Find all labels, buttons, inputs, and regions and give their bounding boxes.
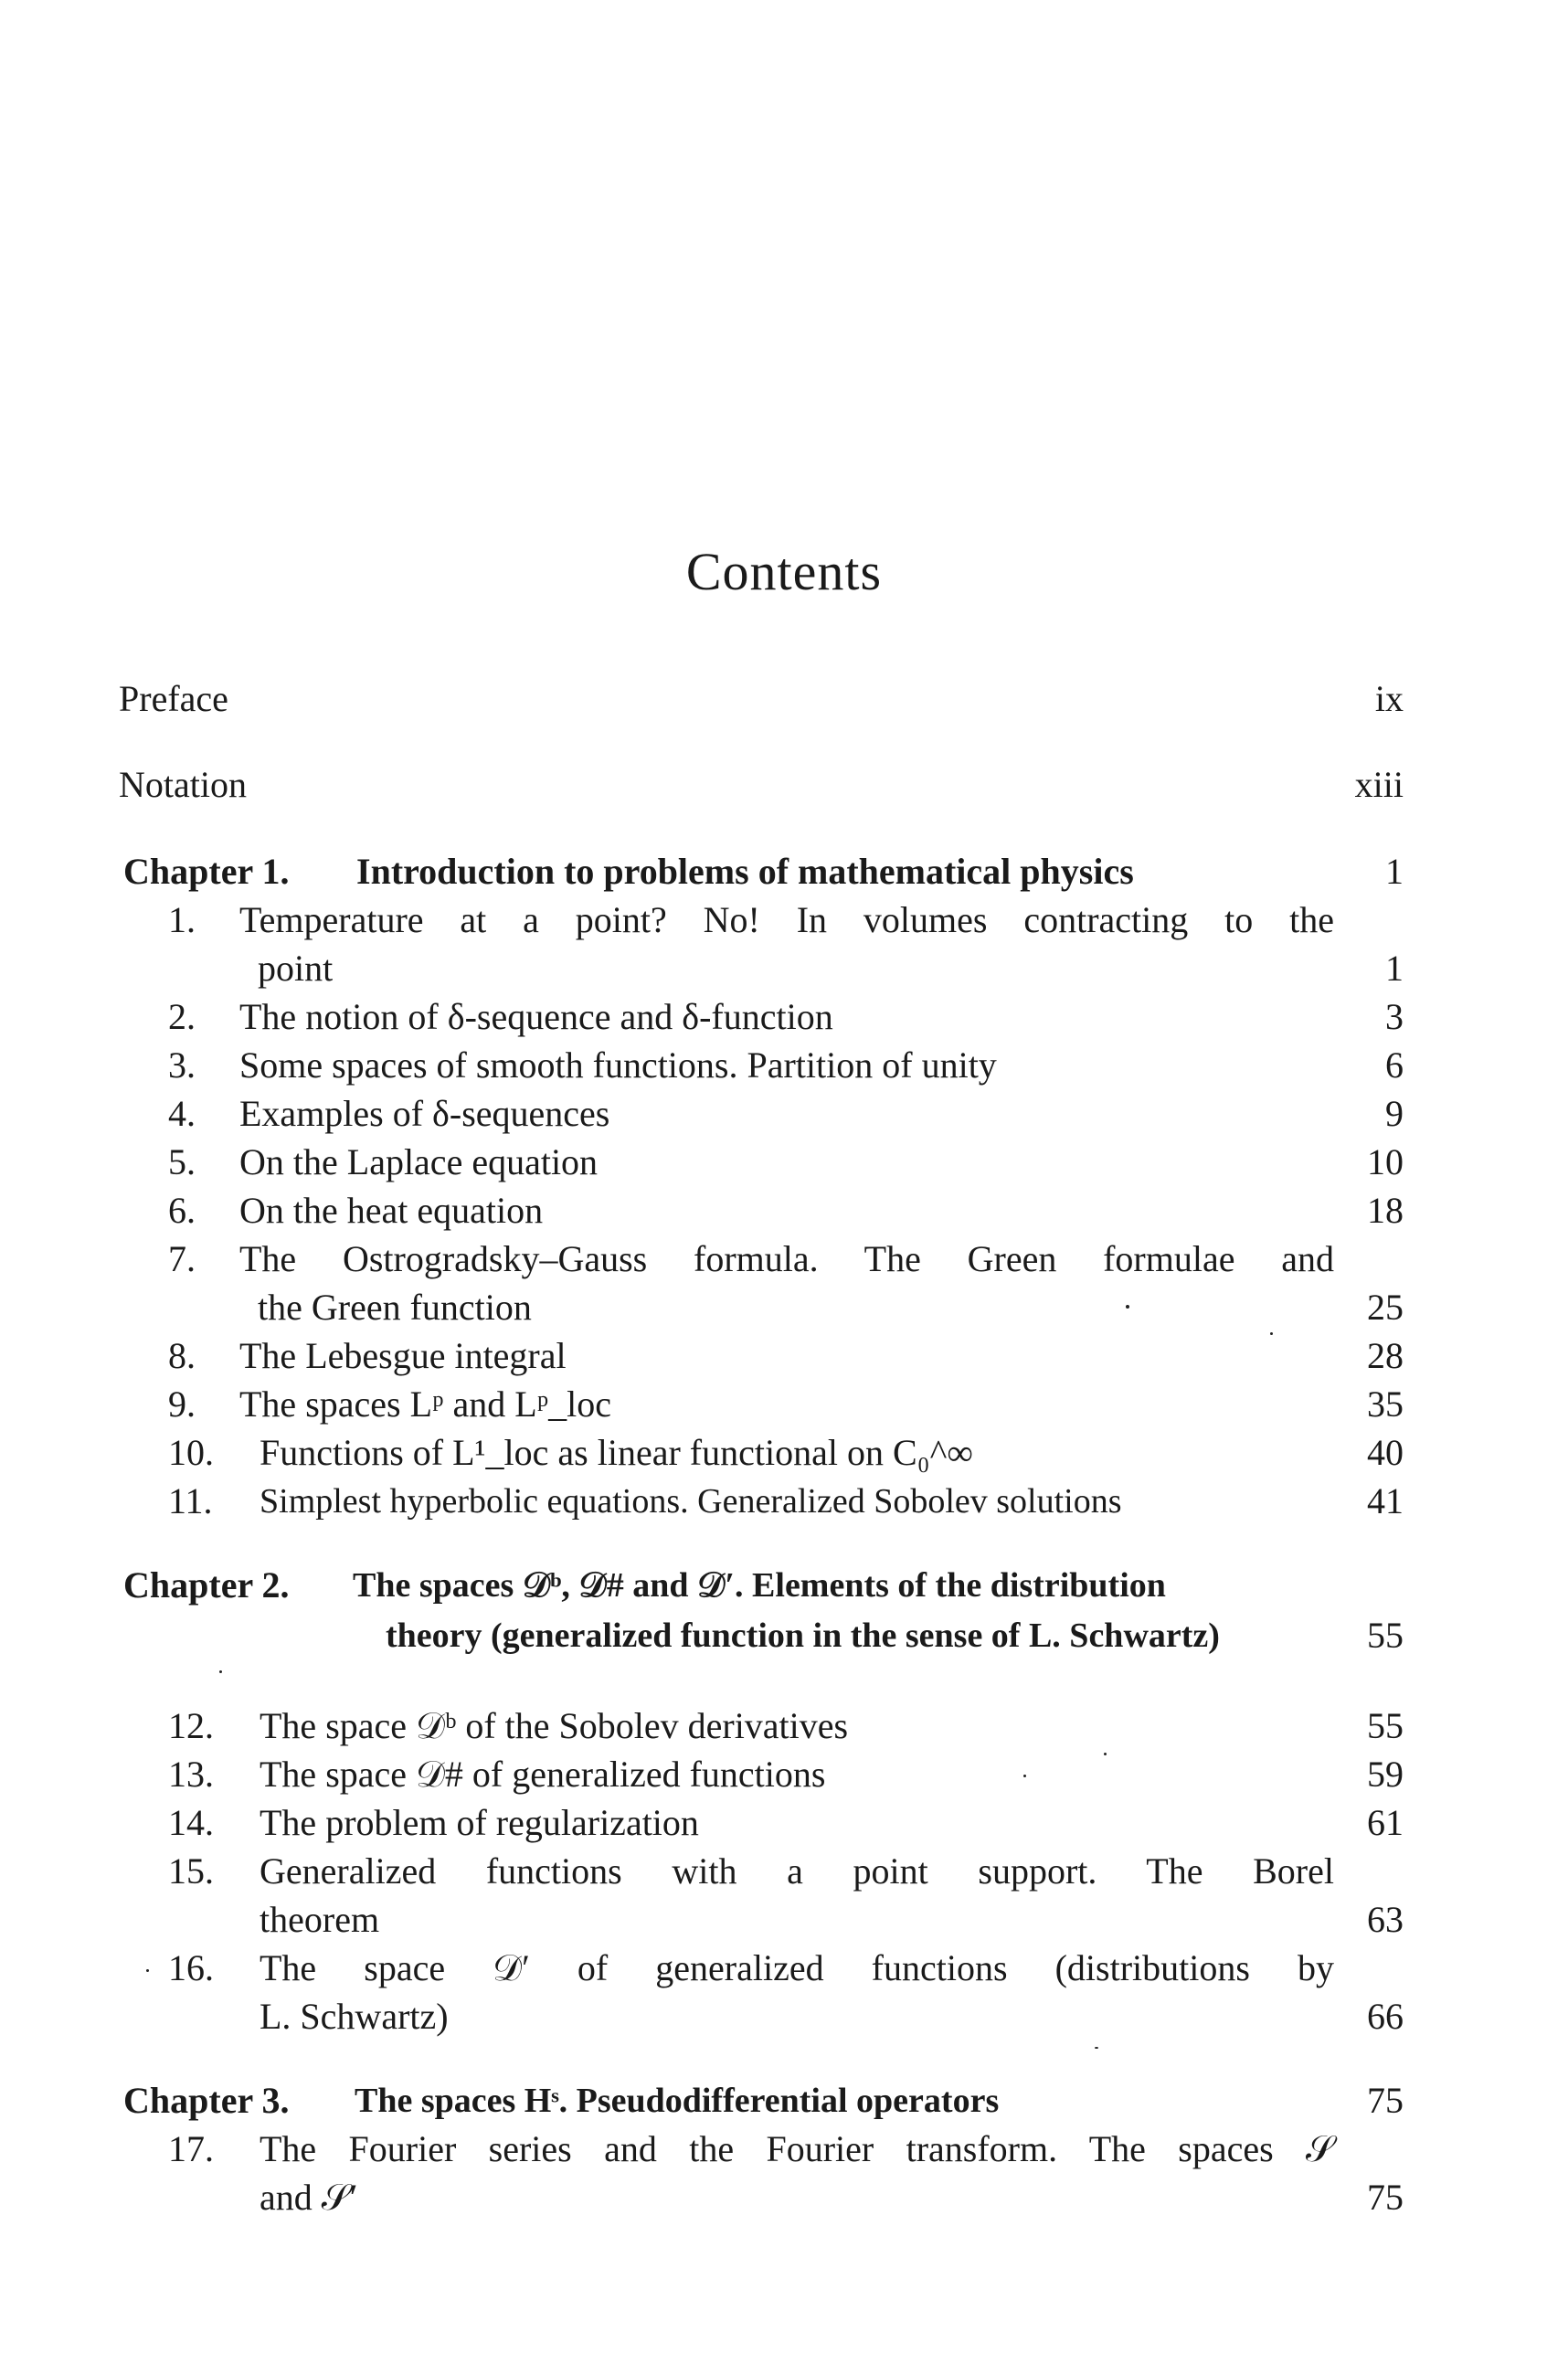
- section-number: 9.: [168, 1383, 196, 1425]
- section-page: 10: [1367, 1141, 1404, 1182]
- scan-speck: [1126, 1305, 1129, 1309]
- page-title: Contents: [685, 542, 883, 601]
- section-page: 18: [1367, 1190, 1404, 1231]
- section-number: 3.: [168, 1044, 196, 1086]
- scan-speck: [1104, 1753, 1107, 1755]
- chapter-page: 75: [1367, 2080, 1404, 2121]
- chapter-label: Chapter 1.: [123, 851, 290, 892]
- section-title: Temperature at a point? No! In volumes contracting to the: [239, 899, 1334, 940]
- chapter-page: 1: [1385, 851, 1404, 892]
- chapter-title: Introduction to problems of mathematical physics: [356, 851, 1134, 892]
- entry-label: Notation: [119, 764, 247, 805]
- section-number: 6.: [168, 1190, 196, 1231]
- section-page: 66: [1367, 1996, 1404, 2037]
- section-title: The space 𝒟ᵇ of the Sobolev derivatives: [260, 1705, 849, 1746]
- section-title: The notion of δ-sequence and δ-function: [239, 996, 833, 1037]
- section-title: On the Laplace equation: [239, 1141, 599, 1182]
- section-title: The space 𝒟′ of generalized functions (distributions by: [260, 1947, 1334, 1988]
- section-number: 14.: [168, 1802, 214, 1843]
- section-title: On the heat equation: [239, 1190, 544, 1231]
- section-number: 2.: [168, 996, 196, 1037]
- entry-page: ix: [1374, 678, 1404, 719]
- section-title: Generalized functions with a point support. The Borel: [260, 1850, 1334, 1892]
- section-number: 17.: [168, 2128, 214, 2169]
- section-title: The Ostrogradsky–Gauss formula. The Green formulae and: [239, 1238, 1334, 1279]
- scan-speck: [146, 1969, 149, 1972]
- section-number: 16.: [168, 1947, 214, 1988]
- section-page: 75: [1367, 2177, 1404, 2218]
- section-page: 35: [1367, 1383, 1404, 1425]
- section-title: The space 𝒟# of generalized functions: [260, 1754, 826, 1795]
- section-title-cont: point: [258, 948, 334, 989]
- section-number: 13.: [168, 1754, 214, 1795]
- section-title-cont: L. Schwartz): [260, 1996, 449, 2037]
- section-title: Examples of δ-sequences: [239, 1093, 610, 1134]
- scan-speck: [219, 1670, 222, 1673]
- section-page: 25: [1367, 1287, 1404, 1328]
- section-page: 41: [1367, 1480, 1404, 1521]
- section-title-cont: theorem: [260, 1899, 380, 1940]
- section-title: Functions of L¹_loc as linear functional on C₀^∞: [260, 1432, 973, 1473]
- section-page: 1: [1385, 948, 1404, 989]
- chapter-label: Chapter 3.: [123, 2080, 290, 2121]
- section-title: The spaces Lᵖ and Lᵖ_loc: [239, 1383, 611, 1425]
- chapter-title: The spaces 𝒟ᵇ, 𝒟# and 𝒟′. Elements of the distribution: [353, 1566, 1166, 1605]
- section-title: Simplest hyperbolic equations. Generalized Sobolev solutions: [260, 1482, 1122, 1521]
- section-number: 1.: [168, 899, 196, 940]
- section-title: Some spaces of smooth functions. Partition of unity: [239, 1044, 997, 1086]
- section-title-cont: the Green function: [258, 1287, 532, 1328]
- chapter-title-cont: theory (generalized function in the sense of L. Schwartz): [386, 1616, 1220, 1655]
- section-number: 7.: [168, 1238, 196, 1279]
- section-page: 28: [1367, 1335, 1404, 1376]
- entry-page: xiii: [1354, 764, 1404, 805]
- section-page: 40: [1367, 1432, 1404, 1473]
- section-page: 6: [1385, 1044, 1404, 1086]
- entry-label: Preface: [119, 678, 228, 719]
- section-number: 15.: [168, 1850, 214, 1892]
- section-number: 10.: [168, 1432, 214, 1473]
- section-title-cont: and 𝒮′: [260, 2177, 358, 2218]
- section-number: 5.: [168, 1141, 196, 1182]
- section-page: 63: [1367, 1899, 1404, 1940]
- section-title: The problem of regularization: [260, 1802, 699, 1843]
- section-page: 9: [1385, 1093, 1404, 1134]
- section-title: The Fourier series and the Fourier transform. The spaces 𝒮: [260, 2128, 1334, 2169]
- section-number: 8.: [168, 1335, 196, 1376]
- section-number: 4.: [168, 1093, 196, 1134]
- section-number: 12.: [168, 1705, 214, 1746]
- chapter-title: The spaces Hˢ. Pseudodifferential operators: [355, 2082, 1000, 2120]
- section-title: The Lebesgue integral: [239, 1335, 567, 1376]
- section-page: 61: [1367, 1802, 1404, 1843]
- section-page: 59: [1367, 1754, 1404, 1795]
- chapter-label: Chapter 2.: [123, 1564, 290, 1606]
- section-page: 3: [1385, 996, 1404, 1037]
- section-page: 55: [1367, 1705, 1404, 1746]
- scan-speck: [1095, 2047, 1098, 2049]
- chapter-page: 55: [1367, 1615, 1404, 1656]
- section-number: 11.: [168, 1480, 213, 1521]
- scan-speck: [1270, 1332, 1273, 1335]
- scan-speck: [1023, 1775, 1026, 1777]
